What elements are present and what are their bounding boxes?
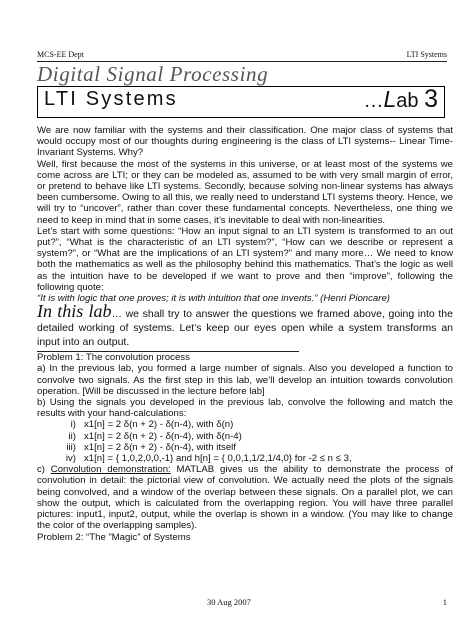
page-number: 1 bbox=[442, 597, 447, 607]
in-this-lab-text: we shall try to answer the questions we framed above, going into the detailed working of systems. Let’s keep our eyes open while a system transforms an input into an output. bbox=[37, 308, 453, 349]
list-item-text: x1[n] = 2 δ(n + 2) - δ(n-4), with δ(n) bbox=[84, 419, 234, 431]
quote: “It is with logic that one proves; it is with intuition that one invents.” (Henri Pioncare) bbox=[37, 293, 390, 305]
list-item-text: x1[n] = { 1,0,2,0,0,-1} and h[n] = { 0,0,1,1/2,1/4,0} for -2 ≤ n ≤ 3, bbox=[84, 453, 352, 465]
problem1-part-a: a) In the previous lab, you formed a large number of signals. Also you developed a function to convolve two signals. As the first step in this lab, we’ll develop an intuition towards convolution operation. [Will be discussed in the lecture before lab] bbox=[37, 363, 453, 397]
list-item-text: x1[n] = 2 δ(n + 2) - δ(n-4), with itself bbox=[84, 441, 236, 453]
list-item bbox=[37, 419, 453, 430]
in-this-lab-ellipsis: … bbox=[111, 308, 122, 321]
in-this-lab-paragraph bbox=[37, 301, 453, 349]
problem2-title: Problem 2: “The ”Magic” of Systems bbox=[37, 531, 191, 543]
problem1-part-b: b) Using the signals you developed in the previous lab, convolve the following and match the results with your hand-calculations: bbox=[37, 397, 453, 420]
list-item-number: i) bbox=[70, 419, 76, 431]
questions-paragraph: Let’s start with some questions: “How an input signal to an LTI system is transformed to an out put?”, “What is the characteristic of an LTI system?”, “How can we describe or represent a system?”, or “What are the implications of an LTI system?” and many more… We need to know both the mathematics as well as the philosophy behind this mathematics. That’s the logic as well as the intuition have to be developed if we want to prove and then “improve”, following the following quote: bbox=[37, 225, 453, 293]
part-c-text: MATLAB gives us the ability to demonstrate the process of convolution in detail: the pictorial view of convolution. We actually need the plots of the signals being convolved, and a window of the overlap between these signals. On a parallel plot, we can show the output, which is calculated from the overlapping region. You will have three parallel pictures: input1, input2, output, while the overlap is shown in a window. (You may like to change the color of the overlapping samples). bbox=[37, 464, 453, 532]
lab-title: LTI Systems bbox=[44, 88, 178, 110]
header-department: MCS-EE Dept bbox=[37, 50, 84, 59]
header-topic: LTI Systems bbox=[406, 50, 447, 59]
list-item-number: iv) bbox=[65, 453, 76, 465]
reasons-paragraph: Well, first because the most of the systems in this universe, or at least most of the systems we come across are LTI; or they can be modeled as, assumed to be with very small margin of error, or pretend to behave like LTI systems. Secondly, because solving non-linear systems has always been cumbersome. Owing to all this, we really need to understand LTI systems theory. Hence, we will try to “uncover”, rather than cover these fundamental concepts. Nevertheless, one thing we need to keep in mind that in some cases, it’s inevitable to deal with non-linearities. bbox=[37, 158, 453, 226]
problem1-part-c bbox=[37, 464, 453, 531]
list-item-number: ii) bbox=[68, 430, 76, 442]
problem1-item-list bbox=[37, 419, 453, 464]
lab-title-box bbox=[37, 86, 445, 118]
lab-number-word: ab bbox=[396, 90, 419, 112]
list-item bbox=[37, 453, 453, 464]
problem1-title: Problem 1: The convolution process bbox=[37, 352, 190, 364]
lab-number-prefix: … bbox=[363, 90, 384, 112]
document-body bbox=[37, 125, 453, 543]
part-c-label: Convolution demonstration: bbox=[50, 464, 171, 476]
footer-date: 30 Aug 2007 bbox=[207, 597, 251, 607]
list-item bbox=[37, 442, 453, 453]
lab-number-digit: 3 bbox=[424, 85, 438, 113]
course-title: Digital Signal Processing bbox=[37, 62, 269, 86]
list-item-text: x1[n] = 2 δ(n + 2) - δ(n-4), with δ(n-4) bbox=[84, 430, 242, 442]
lab-number-initial: L bbox=[383, 86, 397, 112]
list-item bbox=[37, 431, 453, 442]
intro-paragraph: We are now familiar with the systems and their classification. One major class of systems that would occupy most of our thoughts during engineering is the class of LTI systems-- Linear Time-Invariant Systems. Why? bbox=[37, 125, 453, 159]
in-this-lab-heading: In this lab bbox=[37, 301, 112, 322]
lab-number bbox=[363, 85, 438, 114]
list-item-number: iii) bbox=[66, 441, 76, 453]
part-c-prefix: c) bbox=[37, 464, 51, 476]
